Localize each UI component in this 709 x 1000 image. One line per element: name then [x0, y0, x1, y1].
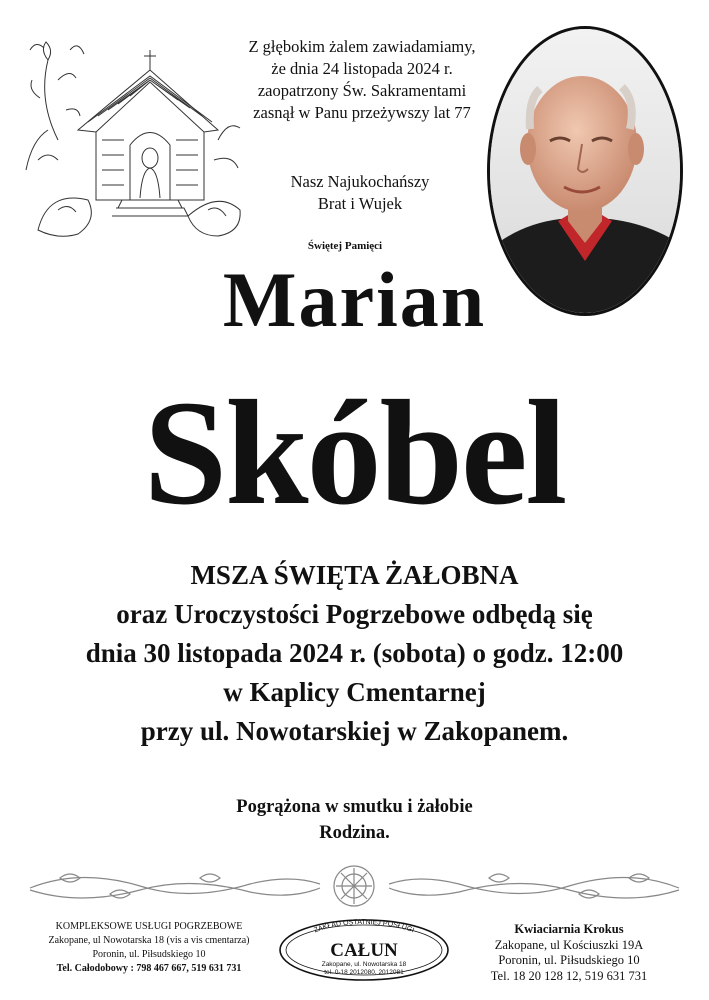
memory-label: Świętej Pamięci: [307, 240, 383, 252]
florist-phone: Tel. 18 20 128 12, 519 631 731: [490, 968, 648, 983]
logo-name: CAŁUN: [330, 940, 398, 961]
funeral-mass-info: [0, 556, 709, 751]
relation-line: Nasz Najukochańszy: [290, 172, 430, 191]
mass-line: dnia 30 listopada 2024 r. (sobota) o godz. 12:00: [85, 638, 624, 668]
funeral-home-phone: Tel. Całodobowy : 798 467 667, 519 631 731: [56, 963, 242, 974]
ornament-divider: [20, 858, 689, 910]
relation-line: Brat i Wujek: [317, 194, 403, 213]
death-announcement: [228, 36, 496, 124]
logo-phone: tel. 0-18 2012080, 2012081: [324, 969, 404, 976]
mourning-signature: [0, 794, 709, 846]
florist-info: [440, 922, 698, 984]
announcement-line: Z głębokim żalem zawiadamiamy,: [248, 37, 476, 56]
mourning-line: Rodzina.: [319, 823, 390, 843]
logo-address: Zakopane, ul. Nowotarska 18: [321, 961, 407, 968]
logo-arc-text: ZAKŁAD OSTATNIEJ POSŁUGI: [313, 918, 415, 935]
florist-title: Kwiaciarnia Krokus: [514, 922, 624, 936]
last-name: Skóbel: [143, 370, 566, 536]
first-name: Marian: [222, 256, 487, 343]
chapel-sketch: [18, 20, 246, 242]
mass-line: oraz Uroczystości Pogrzebowe odbędą się: [116, 599, 593, 629]
announcement-line: zasnął w Panu przeżywszy lat 77: [253, 103, 471, 122]
mass-line: MSZA ŚWIĘTA ŻAŁOBNA: [190, 560, 519, 590]
calun-logo: [276, 918, 452, 982]
funeral-home-info: [14, 920, 284, 976]
mass-line: w Kaplicy Cmentarnej: [223, 677, 486, 707]
florist-address: Zakopane, ul Kościuszki 19A: [494, 937, 644, 952]
announcement-line: zaopatrzony Św. Sakramentami: [257, 81, 467, 100]
mourning-line: Pogrążona w smutku i żałobie: [236, 797, 473, 817]
announcement-line: że dnia 24 listopada 2024 r.: [271, 59, 453, 78]
funeral-home-address: Poronin, ul. Piłsudskiego 10: [92, 949, 206, 960]
relation-text: [245, 171, 475, 215]
florist-address: Poronin, ul. Piłsudskiego 10: [498, 953, 640, 967]
funeral-home-title: KOMPLEKSOWE USŁUGI POGRZEBOWE: [55, 921, 243, 932]
funeral-home-address: Zakopane, ul Nowotarska 18 (vis a vis cmentarza): [48, 935, 250, 946]
mass-line: przy ul. Nowotarskiej w Zakopanem.: [140, 716, 569, 746]
